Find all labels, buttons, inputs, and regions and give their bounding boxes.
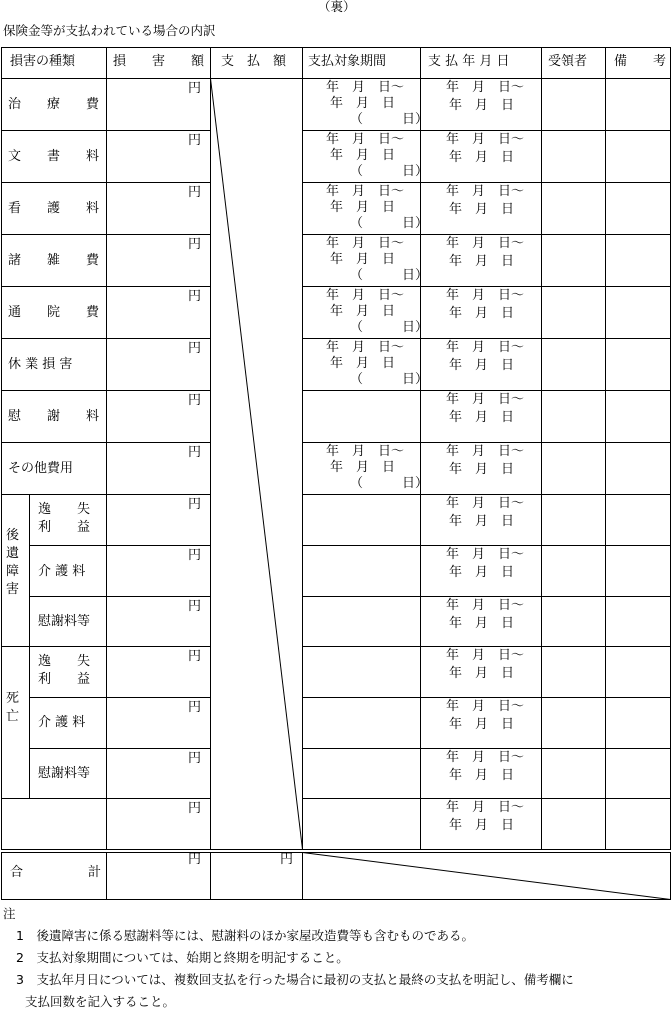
pay-date-line: 年 月 日～ [446,132,525,147]
sub-label-lost-profit-2: 利 益 [38,672,91,687]
column-header-recipient: 受領者 [548,54,588,69]
pay-date-line: 年 月 日 [449,150,515,165]
period-line: 年 月 日～ [326,80,405,95]
row-label-misc: 諸 雑 費 [8,253,100,268]
row-label-commute: 通 院 費 [8,305,100,320]
period-line: 年 月 日～ [326,288,405,303]
period-line: 年 月 日 [330,252,396,267]
period-line: 年 月 日 [330,200,396,215]
pay-date-line: 年 月 日 [449,666,515,681]
note-item: 2 支払対象期間については、始期と終期を明記すること。 [16,950,349,965]
period-line: （ 日） [350,164,429,179]
sub-label-lost-profit-1: 逸 失 [38,654,91,669]
sub-label-consolation: 慰謝料等 [38,614,91,629]
pay-date-line: 年 月 日 [449,514,515,529]
pay-date-line: 年 月 日 [449,565,515,580]
pay-date-line: 年 月 日～ [446,547,525,562]
pay-date-line: 年 月 日 [449,768,515,783]
column-header-type: 損害の種類 [10,54,76,69]
period-line: （ 日） [350,112,429,127]
column-header-damage: 損 害 額 [113,54,205,69]
yen-label: 円 [188,497,202,512]
row-label-treatment: 治 療 費 [8,97,100,112]
pay-date-line: 年 月 日 [449,358,515,373]
row-label-nursing: 看 護 料 [8,201,100,216]
yen-label: 円 [188,81,202,96]
period-line: 年 月 日～ [326,184,405,199]
total-damage-yen: 円 [188,852,202,867]
column-header-period: 支払対象期間 [308,54,387,69]
pay-date-line: 年 月 日 [449,717,515,732]
period-line: （ 日） [350,216,429,231]
column-header-payment: 支 払 額 [221,54,287,69]
note-item: 支払回数を記入すること。 [25,994,176,1009]
sub-label-care: 介 護 料 [38,564,86,579]
pay-date-line: 年 月 日～ [446,496,525,511]
section-title: 保険金等が支払われている場合の内訳 [3,23,216,38]
pay-date-line: 年 月 日～ [446,236,525,251]
column-header-remarks: 備 考 [614,54,667,69]
period-line: 年 月 日～ [326,236,405,251]
yen-label: 円 [188,237,202,252]
total-payment-yen: 円 [280,852,294,867]
yen-label: 円 [188,133,202,148]
period-line: 年 月 日 [330,356,396,371]
sub-label-consolation: 慰謝料等 [38,766,91,781]
pay-date-line: 年 月 日～ [446,648,525,663]
pay-date-line: 年 月 日～ [446,288,525,303]
pay-date-line: 年 月 日～ [446,800,525,815]
note-item: 1 後遺障害に係る慰謝料等には、慰謝料のほか家屋改造費等も含むものである。 [16,928,474,943]
group-label-koui: 後遺障害 [6,528,20,597]
period-line: 年 月 日 [330,96,396,111]
pay-date-line: 年 月 日 [449,306,515,321]
yen-label: 円 [188,393,202,408]
pay-date-line: 年 月 日 [449,616,515,631]
period-line: （ 日） [350,268,429,283]
pay-date-line: 年 月 日 [449,254,515,269]
sub-label-lost-profit-2: 利 益 [38,520,91,535]
row-label-other: その他費用 [8,461,74,476]
pay-date-line: 年 月 日～ [446,444,525,459]
notes-section [0,903,672,1013]
pay-date-line: 年 月 日 [449,462,515,477]
notes-title: 注 [3,906,16,921]
pay-date-line: 年 月 日～ [446,699,525,714]
pay-date-line: 年 月 日～ [446,392,525,407]
row-label-consolation: 慰 謝 料 [8,409,100,424]
yen-label: 円 [188,341,202,356]
pay-date-line: 年 月 日～ [446,340,525,355]
period-line: 年 月 日～ [326,340,405,355]
yen-label: 円 [188,700,202,715]
page-header: （裏） [318,0,356,14]
pay-date-line: 年 月 日～ [446,184,525,199]
column-header-pay-date: 支 払 年 月 日 [428,54,510,69]
period-line: 年 月 日 [330,304,396,319]
pay-date-line: 年 月 日 [449,202,515,217]
yen-label: 円 [188,445,202,460]
note-item: 3 支払年月日については、複数回支払を行った場合に最初の支払と最終の支払を明記し、備考欄に [16,972,574,987]
row-label-lost-work: 休 業 損 害 [8,357,73,372]
yen-label: 円 [188,801,202,816]
yen-label: 円 [188,649,202,664]
yen-label: 円 [188,185,202,200]
sub-label-care: 介 護 料 [38,715,86,730]
yen-label: 円 [188,548,202,563]
group-label-shibou: 死亡 [6,691,20,724]
row-label-documents: 文 書 料 [8,149,100,164]
pay-date-line: 年 月 日～ [446,750,525,765]
period-line: 年 月 日～ [326,444,405,459]
period-line: （ 日） [350,320,429,335]
yen-label: 円 [188,751,202,766]
pay-date-line: 年 月 日～ [446,598,525,613]
period-line: 年 月 日 [330,148,396,163]
pay-date-line: 年 月 日 [449,98,515,113]
yen-label: 円 [188,599,202,614]
sub-label-lost-profit-1: 逸 失 [38,502,91,517]
total-label-1: 合 [10,865,24,880]
yen-label: 円 [188,289,202,304]
pay-date-line: 年 月 日 [449,818,515,833]
total-label-2: 計 [88,865,102,880]
period-line: 年 月 日 [330,460,396,475]
period-line: 年 月 日～ [326,132,405,147]
pay-date-line: 年 月 日～ [446,80,525,95]
period-line: （ 日） [350,372,429,387]
period-line: （ 日） [350,476,429,491]
pay-date-line: 年 月 日 [449,410,515,425]
